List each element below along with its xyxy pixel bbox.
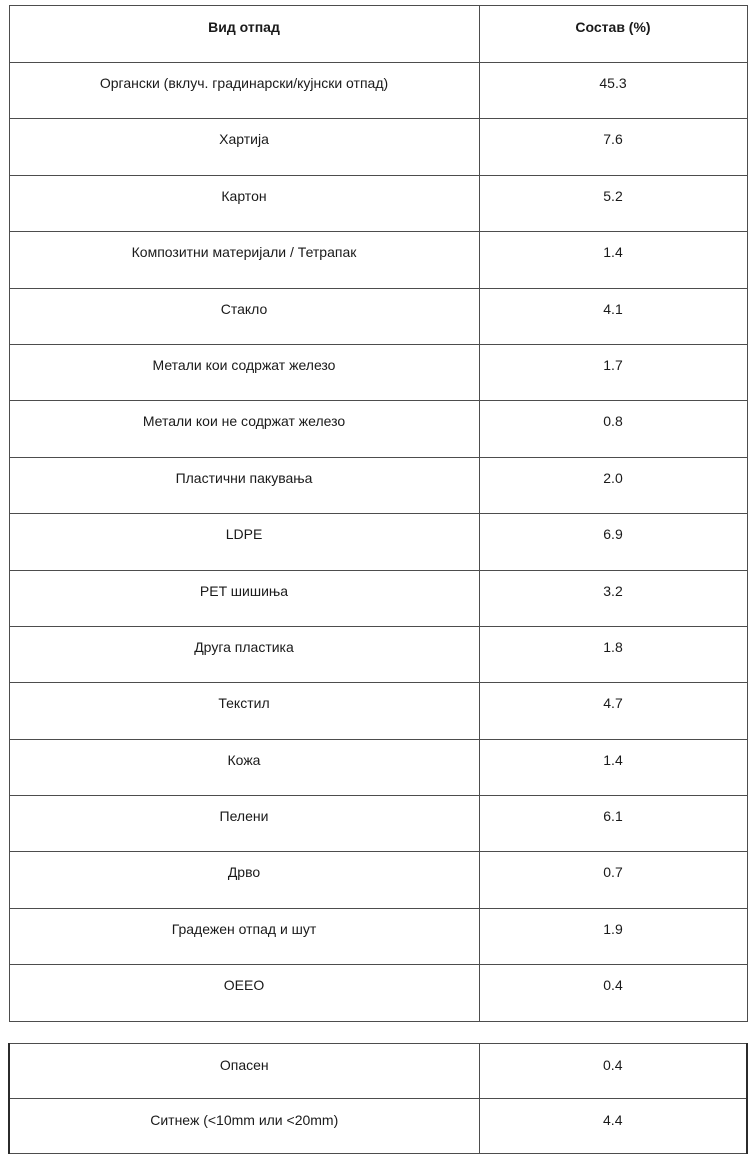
- waste-type-cell: Ситнеж (<10mm или <20mm): [9, 1098, 479, 1153]
- table-row: [9, 908, 747, 964]
- waste-type-cell: Кожа: [9, 739, 479, 795]
- table-row: [9, 852, 747, 908]
- waste-type-cell: Дрво: [9, 852, 479, 908]
- table-row: [9, 63, 747, 119]
- waste-type-cell: PET шишиња: [9, 570, 479, 626]
- composition-cell: 1.7: [479, 344, 747, 400]
- composition-cell: 6.9: [479, 514, 747, 570]
- table-row: [9, 514, 747, 570]
- waste-composition-table: [8, 5, 748, 1154]
- table-row: [9, 739, 747, 795]
- composition-cell: 7.6: [479, 119, 747, 175]
- table-row: [9, 232, 747, 288]
- composition-cell: 1.8: [479, 626, 747, 682]
- composition-cell: 0.4: [479, 965, 747, 1021]
- table-row: [9, 796, 747, 852]
- composition-cell: 0.8: [479, 401, 747, 457]
- composition-cell: 1.4: [479, 232, 747, 288]
- waste-type-cell: LDPE: [9, 514, 479, 570]
- waste-type-cell: Метали кои не содржат железо: [9, 401, 479, 457]
- waste-type-cell: Органски (вклуч. градинарски/кујнски отпад): [9, 63, 479, 119]
- gap-cell: [9, 1021, 479, 1043]
- table-row: [9, 457, 747, 513]
- waste-type-cell: Метали кои содржат железо: [9, 344, 479, 400]
- table-row: [9, 119, 747, 175]
- waste-type-cell: OEEO: [9, 965, 479, 1021]
- composition-cell: 4.1: [479, 288, 747, 344]
- waste-type-cell: Пластични пакувања: [9, 457, 479, 513]
- waste-type-cell: Текстил: [9, 683, 479, 739]
- table-gap-row: [9, 1021, 747, 1043]
- waste-type-cell: Композитни материјали / Тетрапак: [9, 232, 479, 288]
- table-row: [9, 965, 747, 1021]
- header-composition: Состав (%): [479, 6, 747, 63]
- gap-cell: [479, 1021, 747, 1043]
- table-row: [9, 683, 747, 739]
- composition-cell: 4.7: [479, 683, 747, 739]
- table-row: [9, 626, 747, 682]
- table-row: [9, 288, 747, 344]
- composition-cell: 0.4: [479, 1043, 747, 1098]
- waste-type-cell: Хартија: [9, 119, 479, 175]
- composition-cell: 1.9: [479, 908, 747, 964]
- composition-cell: 6.1: [479, 796, 747, 852]
- waste-type-cell: Друга пластика: [9, 626, 479, 682]
- table-row: [9, 401, 747, 457]
- composition-cell: 45.3: [479, 63, 747, 119]
- table-row: [9, 1098, 747, 1153]
- table-row: [9, 1043, 747, 1098]
- waste-type-cell: Градежен отпад и шут: [9, 908, 479, 964]
- waste-type-cell: Пелени: [9, 796, 479, 852]
- waste-type-cell: Стакло: [9, 288, 479, 344]
- composition-cell: 4.4: [479, 1098, 747, 1153]
- table-row: [9, 344, 747, 400]
- waste-type-cell: Картон: [9, 175, 479, 231]
- table-header-row: [9, 6, 747, 63]
- composition-cell: 5.2: [479, 175, 747, 231]
- table-row: [9, 175, 747, 231]
- composition-cell: 3.2: [479, 570, 747, 626]
- table-row: [9, 570, 747, 626]
- composition-cell: 1.4: [479, 739, 747, 795]
- composition-cell: 2.0: [479, 457, 747, 513]
- composition-cell: 0.7: [479, 852, 747, 908]
- waste-type-cell: Опасен: [9, 1043, 479, 1098]
- header-waste-type: Вид отпад: [9, 6, 479, 63]
